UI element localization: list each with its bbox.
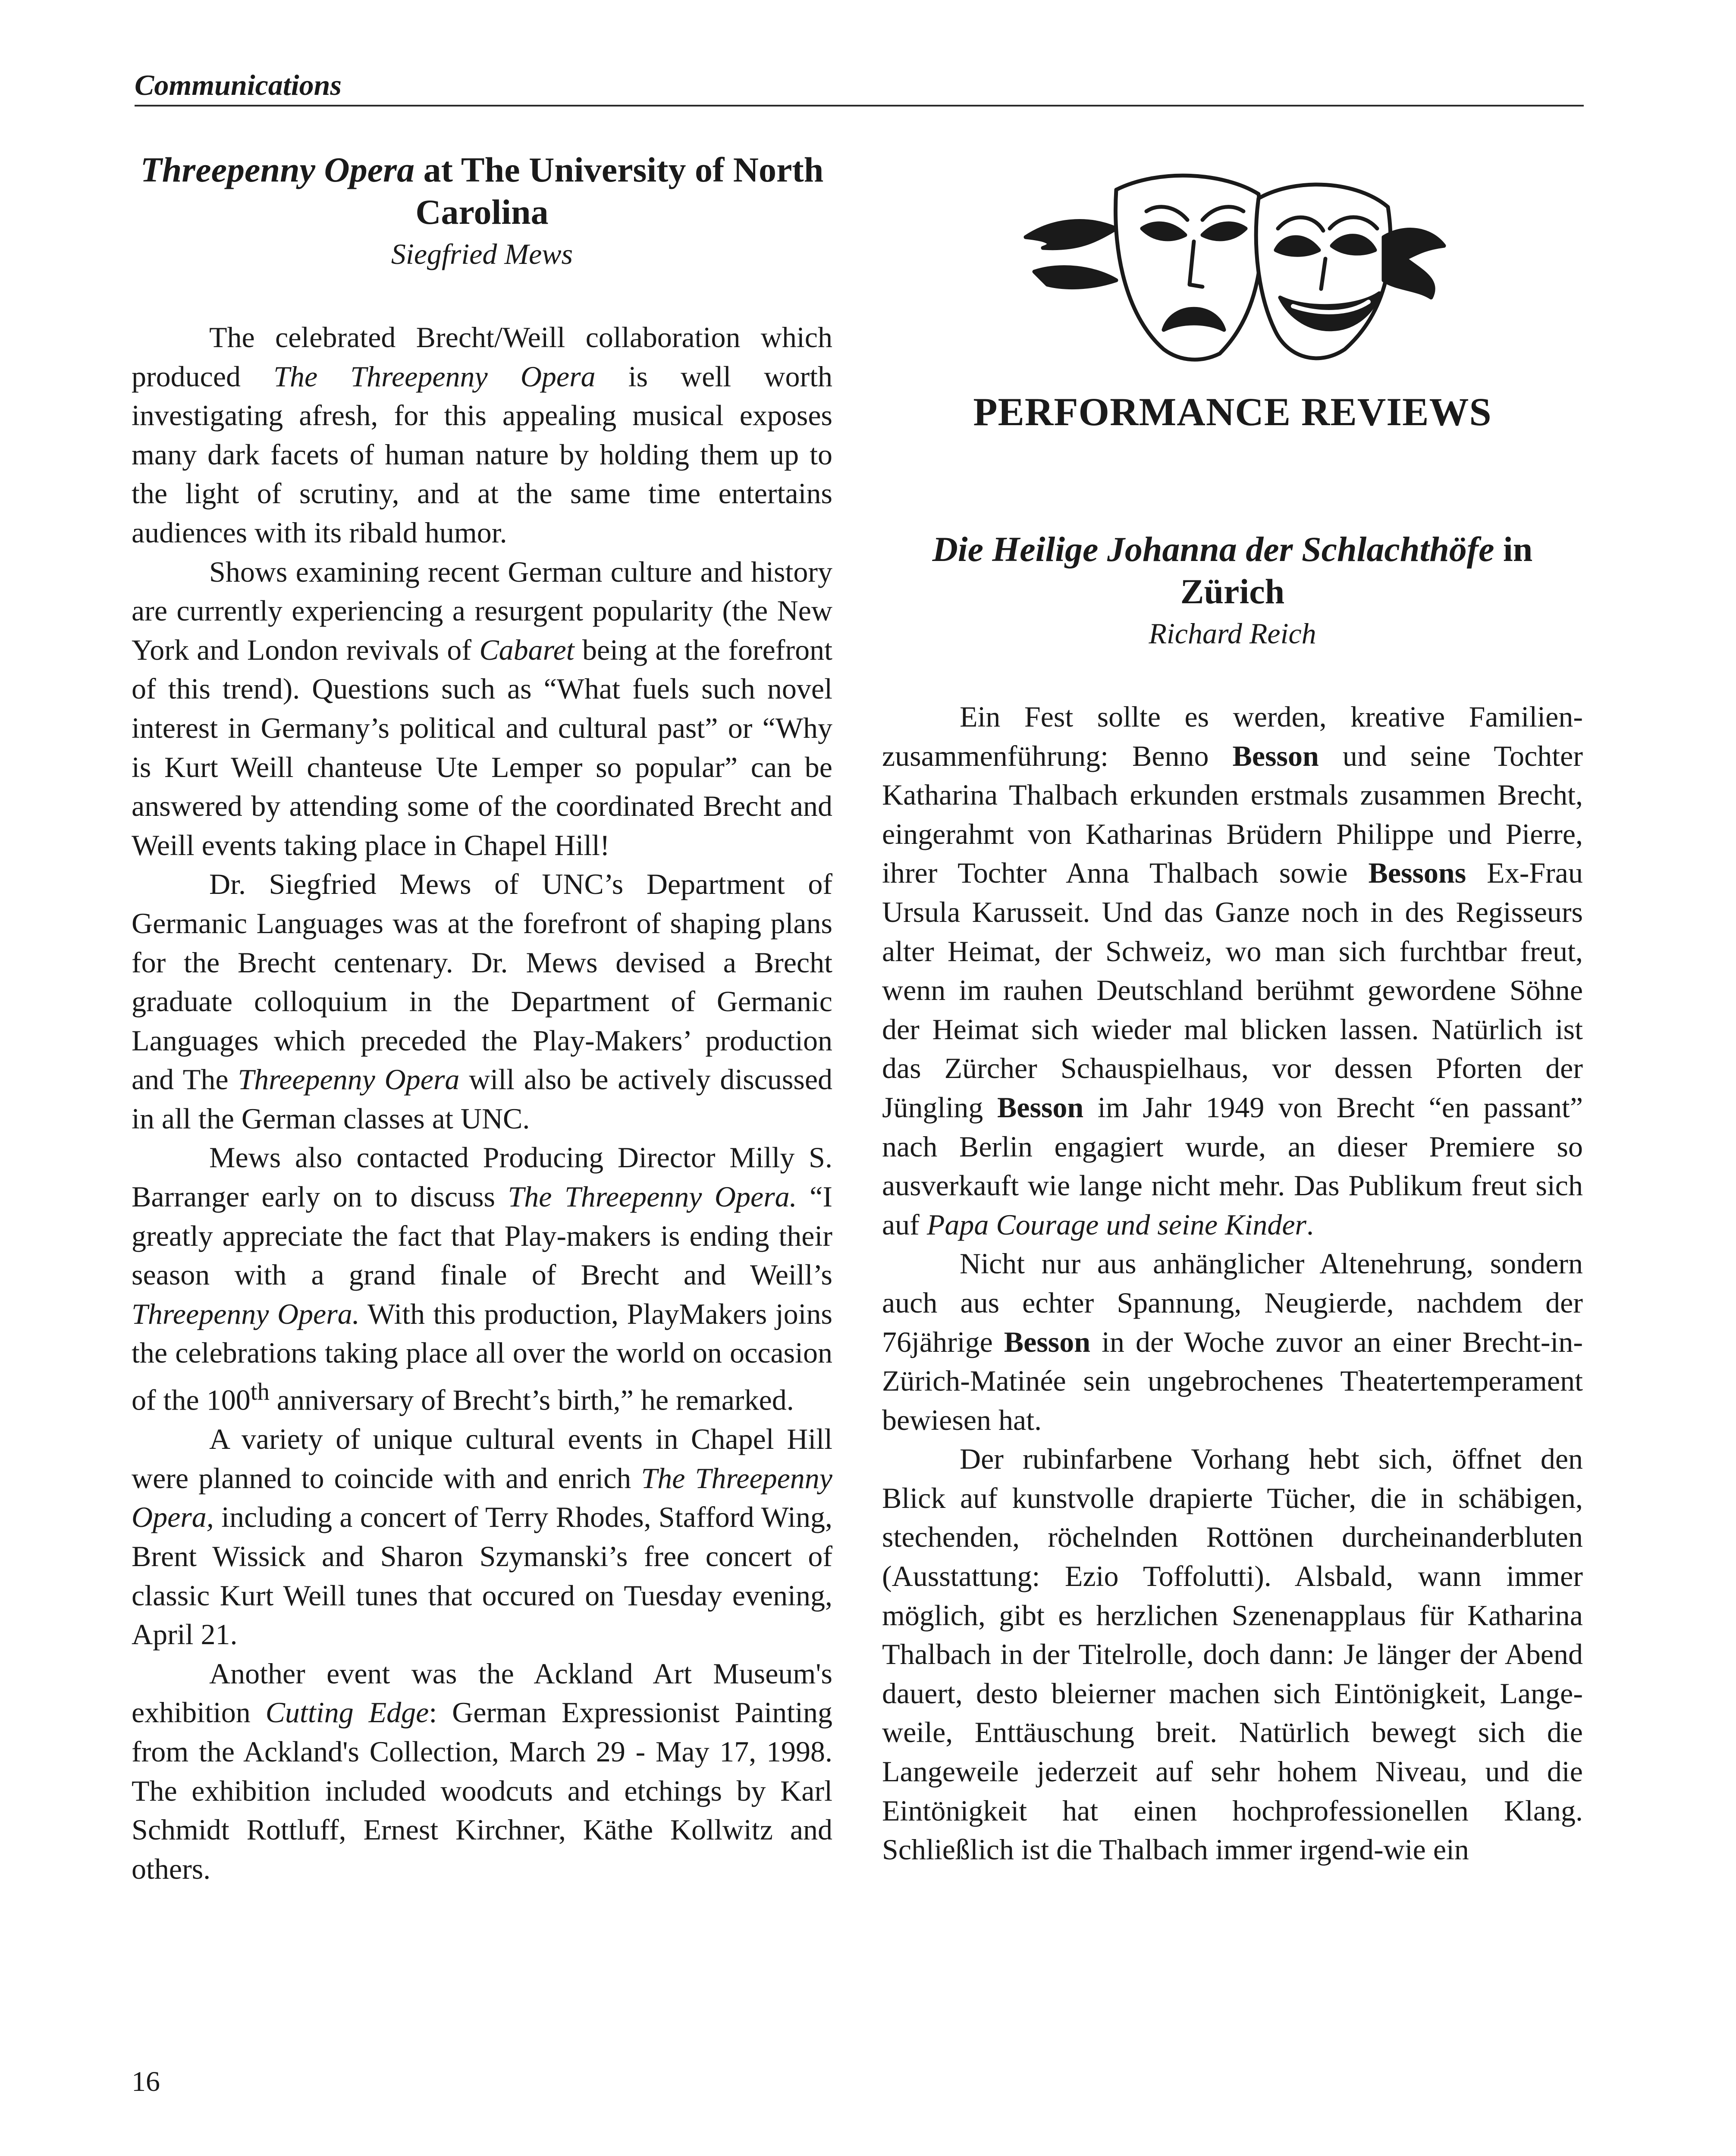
review-title-rest: in Zürich: [1180, 530, 1533, 611]
paragraph: A variety of unique cultural events in Chapel Hill were planned to coincide with and enrich The Threepenny Opera, including a concert of Terry Rhodes, Stafford Wing, Brent Wissick and Sharon Szymanski’s free concert of classic Kurt Weill tunes that occured on Tuesday evening, April 21.: [132, 1423, 832, 1651]
theater-masks-icon: [1017, 160, 1448, 367]
paragraph: Nicht nur aus anhänglicher Altenehrung, sondern auch aus echter Spannung, Neugierde, nachdem der 76jährige Besson in der Woche zuvor an einer Brecht-in-Zürich-Matinée sein ungebrochenes Theatertemperament bewiesen hat.: [882, 1247, 1583, 1436]
paragraph: Shows examining recent German culture and history are currently experiencing a resurgent popularity (the New York and London revivals of Cabaret being at the forefront of this trend). Questions such as “What fuels such novel interest in Germany’s political and cultural past” or “Why is Kurt Weill chanteuse Ute Lemper so popular” can be answered by attending some of the coordinated Brecht and Weill events taking place in Chapel Hill!: [132, 555, 832, 862]
section-heading: PERFORMANCE REVIEWS: [973, 390, 1492, 434]
article-body: [132, 318, 832, 1888]
review-author: Richard Reich: [1149, 617, 1316, 650]
article-title-rest: at The University of North Carolina: [414, 150, 824, 232]
review-title: [882, 528, 1583, 613]
right-column: [882, 160, 1583, 1869]
paragraph: The celebrated Brecht/Weill collaboration which produced The Threepenny Opera is well worth investigating afresh, for this appealing musical exposes many dark facets of human nature by holding them up to the light of scrutiny, and at the same time entertains audiences with its ribald humor.: [132, 321, 832, 549]
article-title-italic: Threepenny Opera: [140, 150, 415, 189]
left-article: [132, 149, 832, 1888]
article-title: [132, 149, 832, 233]
paragraph: Der rubinfarbene Vorhang hebt sich, öffnet den Blick auf kunstvolle drapierte Tücher, die in schäbigen, stechenden, röchelnden Rottönen durcheinanderbluten (Ausstattung: Ezio Toffolutti). Alsbald, wann immer möglich, gibt es herzlichen Szenenapplaus für Katharina Thalbach in der Titelrolle, doch dann: Je länger der Abend dauert, desto bleierner machen sich Eintönigkeit, Lange-weile, Enttäuschung breit. Natürlich bewegt sich die Langeweile jederzeit auf sehr hohem Niveau, und die Eintönigkeit hat einen hochprofessionellen Klang. Schließlich ist die Thalbach immer irgend-wie ein: [882, 1442, 1583, 1866]
section-label: Communications: [135, 69, 342, 101]
paragraph: Dr. Siegfried Mews of UNC’s Department of Germanic Languages was at the forefront of shaping plans for the Brecht centenary. Dr. Mews devised a Brecht graduate colloquium in the Department of Germanic Languages which preceded the Play-Makers’ production and The Threepenny Opera will also be actively discussed in all the German classes at UNC.: [132, 868, 832, 1135]
page-number: 16: [132, 2066, 160, 2097]
paragraph: Mews also contacted Producing Director Milly S. Barranger early on to discuss The Threepenny Opera. “I greatly appreciate the fact that Play-makers is ending their season with a grand finale of Brecht and Weill’s Threepenny Opera. With this production, PlayMakers joins the celebrations taking place all over the world on occasion of the 100th anniversary of Brecht’s birth,” he remarked.: [132, 1141, 832, 1416]
running-header: [135, 68, 1584, 107]
paragraph: Another event was the Ackland Art Museum's exhibition Cutting Edge: German Expressionist Painting from the Ackland's Collection, March 29 - May 17, 1998. The exhibition included woodcuts and etchings by Karl Schmidt Rottluff, Ernest Kirchner, Käthe Kollwitz and others.: [132, 1657, 832, 1885]
review-title-italic: Die Heilige Johanna der Schlachthöfe: [932, 530, 1494, 569]
review-body: [882, 697, 1583, 1869]
paragraph: Ein Fest sollte es werden, kreative Familien-zusammenführung: Benno Besson und seine Tochter Katharina Thalbach erkunden erstmals zusammen Brecht, eingerahmt von Katharinas Brüdern Philippe und Pierre, ihrer Tochter Anna Thalbach sowie Bessons Ex-Frau Ursula Karusseit. Und das Ganze noch in des Regisseurs alter Heimat, der Schweiz, wo man sich furchtbar freut, wenn im rauhen Deutschland berühmt gewordene Söhne der Heimat sich wieder mal blicken lassen. Natürlich ist das Zürcher Schauspielhaus, vor dessen Pforten der Jüngling Besson im Jahr 1949 von Brecht “en passant” nach Berlin engagiert wurde, an dieser Premiere so ausverkauft wie lange nicht mehr. Das Publikum freut sich auf Papa Courage und seine Kinder.: [882, 700, 1583, 1241]
article-author: Siegfried Mews: [391, 238, 573, 270]
